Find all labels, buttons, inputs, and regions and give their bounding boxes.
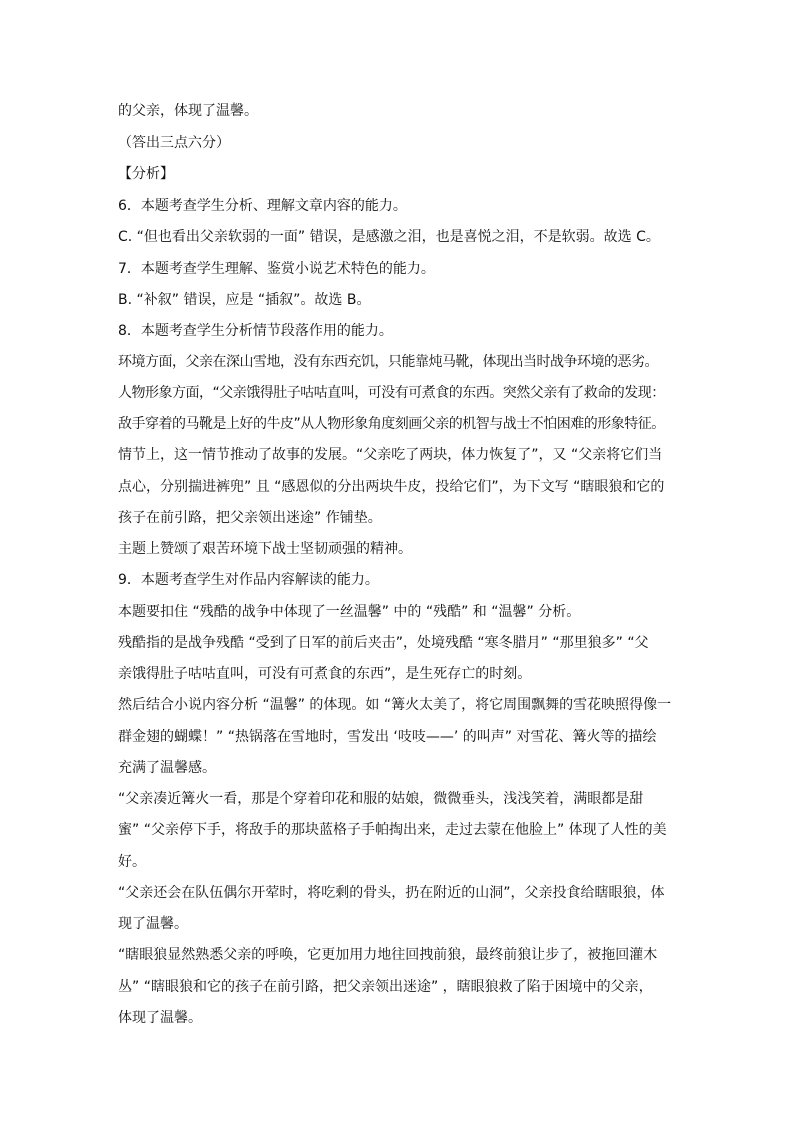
text-line: 8．本题考查学生分析情节段落作用的能力。: [118, 323, 393, 339]
text-line: “父亲还会在队伍偶尔开荤时，将吃剩的骨头，扔在附近的山洞”，父亲投食给瞎眼狼，体: [118, 885, 665, 901]
text-line: 9．本题考查学生对作品内容解读的能力。: [118, 572, 379, 588]
text-line: 点心，分别揣进裤兜” 且 “感恩似的分出两块牛皮，投给它们”，为下文写 “瞎眼狼和它的: [118, 479, 665, 495]
text-line: 充满了温馨感。: [118, 760, 216, 776]
section-heading-analysis: 【分析】: [118, 166, 174, 182]
text-line: “父亲凑近篝火一看，那是个穿着印花和服的姑娘，微微垂头，浅浅笑着，满眼都是甜: [118, 791, 644, 807]
text-line: 环境方面，父亲在深山雪地，没有东西充饥，只能靠炖马靴，体现出当时战争环境的恶劣。: [118, 354, 658, 370]
text-line: 敌手穿着的马靴是上好的牛皮”从人物形象角度刻画父亲的机智与战士不怕困难的形象特征。: [118, 416, 665, 432]
text-line: “瞎眼狼显然熟悉父亲的呼唤，它更加用力地往回拽前狼，最终前狼让步了，被拖回灌木: [118, 947, 658, 963]
text-line: （答出三点六分）: [118, 135, 230, 151]
text-line: 孩子在前引路，把父亲领出迷途” 作铺垫。: [118, 510, 382, 526]
text-line: 的父亲，体现了温馨。: [118, 103, 258, 119]
text-line: 情节上，这一情节推动了故事的发展。“父亲吃了两块，体力恢复了”，又 “父亲将它们当: [118, 447, 663, 463]
text-line: 群金翅的蝴蝶！” “热锅落在雪地时，雪发出 ‘吱吱——’ 的叫声” 对雪花、篝火等的描绘: [118, 729, 657, 745]
text-line: 人物形象方面，“父亲饿得肚子咕咕直叫，可没有可煮食的东西。突然父亲有了救命的发现：: [118, 385, 665, 401]
text-line: C. “但也看出父亲软弱的一面” 错误，是感激之泪，也是喜悦之泪，不是软弱。故选 C。: [118, 229, 660, 245]
text-line: 7．本题考查学生理解、鉴赏小说艺术特色的能力。: [118, 261, 435, 277]
text-line: 本题要扣住 “残酷的战争中体现了一丝温馨” 中的 “残酷” 和 “温馨” 分析。: [118, 604, 581, 620]
text-line: 亲饿得肚子咕咕直叫，可没有可煮食的东西”，是生死存亡的时刻。: [118, 666, 532, 682]
text-line: 现了温馨。: [118, 916, 188, 932]
text-line: 好。: [118, 854, 146, 870]
text-line: 丛” “瞎眼狼和它的孩子在前引路，把父亲领出迷途” ，瞎眼狼救了陷于困境中的父亲，: [118, 979, 653, 995]
text-line: 残酷指的是战争残酷 “受到了日军的前后夹击”，处境残酷 “寒冬腊月” “那里狼多” “父: [118, 635, 649, 651]
text-line: 蜜” “父亲停下手，将敌手的那块蓝格子手帕掏出来，走过去蒙在他脸上” 体现了人性的美: [118, 822, 667, 838]
text-line: 主题上赞颂了艰苦环境下战士坚韧顽强的精神。: [118, 541, 412, 557]
text-line: B. “补叙” 错误，应是 “插叙”。故选 B。: [118, 292, 371, 308]
text-line: 体现了温馨。: [118, 1010, 202, 1026]
text-line: 6．本题考查学生分析、理解文章内容的能力。: [118, 198, 407, 214]
text-line: 然后结合小说内容分析 “温馨” 的体现。如 “篝火太美了，将它周围飘舞的雪花映照得像一: [118, 697, 672, 713]
